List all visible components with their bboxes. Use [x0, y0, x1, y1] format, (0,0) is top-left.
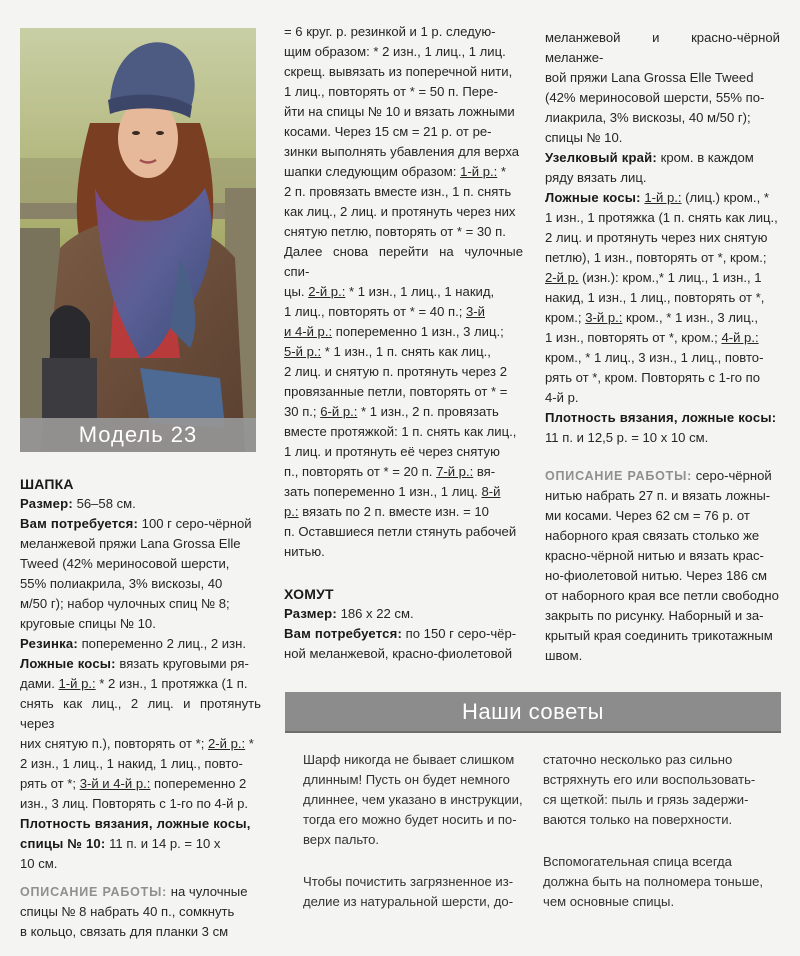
hat-false-cables: Ложные косы: вязать круговыми ря- дами. 1-й р.: * 2 изн., 1 протяжка (1 п. снять как лиц., 2 лиц. и протянуть через них снятую п.), повторять от *; 2-й р.: * 2 изн., 1 лиц., 1 накид, 1 лиц., повто- рять от *; 3-й и 4-й р.: попеременно 2 изн., 3 лиц. Повторять с 1-го по 4-й р.	[20, 656, 261, 811]
hat-materials: Вам потребуется: 100 г серо-чёрной меланжевой пряжи Lana Grossa Elle Tweed (42% мериносовой шерсти, 55% полиакрила, 3% вискозы, 40 м/50 г); набор чулочных спиц № 8; круговые спицы № 10.	[20, 516, 252, 631]
tips-left-column	[303, 750, 525, 912]
cowl-edge: Узелковый край: кром. в каждом ряду вязать лиц.	[545, 150, 754, 185]
tip-auxiliary-needle: Вспомогательная спица всегда должна быть на полномера тоньше, чем основные спицы.	[543, 854, 764, 909]
tips-right-column	[543, 750, 765, 912]
tip-cleaning-continued: статочно несколько раз сильно встряхнуть его или воспользовать- ся щеткой: пыль и грязь задержи- ваются только на поверхности.	[543, 752, 756, 827]
cowl-work-description: ОПИСАНИЕ РАБОТЫ: серо-чёрной нитью набрать 27 п. и вязать ложны- ми косами. Через 62 см = 76 р. от наборного края связать столько же красно-чёрной нитью и вязать крас- но-фиолетовой нитью. Через 186 см от наборного края все петли свободно закрыть по рисунку. Наборный и за- крытый края соединить трикотажным швом.	[545, 468, 779, 663]
tips-header-bar	[285, 692, 781, 731]
section-heading-cowl: ХОМУТ	[284, 586, 334, 602]
cowl-size: Размер: 186 х 22 см.	[284, 606, 414, 621]
hat-work-description: ОПИСАНИЕ РАБОТЫ: на чулочные спицы № 8 набрать 40 п., сомкнуть в кольцо, связать для планки 3 см	[20, 884, 248, 939]
hat-density: Плотность вязания, ложные косы, спицы № 10: 11 п. и 14 р. = 10 х 10 см.	[20, 816, 251, 871]
model-photo-illustration	[20, 28, 256, 452]
cowl-materials: Вам потребуется: по 150 г серо-чёр- ной меланжевой, красно-фиолетовой	[284, 626, 517, 661]
hat-size: Размер: 56–58 см.	[20, 496, 136, 511]
tips-title: Наши советы	[462, 699, 604, 724]
model-photo	[20, 28, 256, 452]
column-1	[20, 474, 261, 942]
cowl-false-cables: Ложные косы: 1-й р.: (лиц.) кром., * 1 изн., 1 протяжка (1 п. снять как лиц., 2 лиц. и протянуть через них снятую петлю), 1 изн., повторять от *, кром.; 2-й р. (изн.): кром.,* 1 лиц., 1 изн., 1 накид, 1 изн., 1 лиц., повторять от *, кром.; 3-й р.: кром., * 1 изн., 3 лиц., 1 изн., повторять от *, кром.; 4-й р.: кром., * 1 лиц., 3 изн., 1 лиц., повто- рять от *, кром. Повторять с 1-го по 4-й р.	[545, 190, 778, 405]
model-label: Модель 23	[78, 422, 198, 447]
column-3	[545, 28, 780, 666]
section-heading-hat: ШАПКА	[20, 476, 74, 492]
hat-work-continued: = 6 круг. р. резинкой и 1 р. следую- щим образом: * 2 изн., 1 лиц., 1 лиц. скрещ. вывязать из поперечной нити, 1 лиц., повторять от * = 50 п. Пере- йти на спицы № 10 и вязать ложными косами. Через 15 см = 21 р. от ре- зинки выполнять убавления для верха шапки следующим образом: 1-й р.: * 2 п. провязать вместе изн., 1 п. снять как лиц., 2 лиц. и протянуть через них снятую петлю, повторять от * = 30 п. Далее снова перейти на чулочные спи- цы. 2-й р.: * 1 изн., 1 лиц., 1 накид, 1 лиц., повторять от * = 40 п.; 3-й и 4-й р.: попеременно 1 изн., 3 лиц.; 5-й р.: * 1 изн., 1 п. снять как лиц., 2 лиц. и снятую п. протянуть через 2 провязанные петли, повторять от * = 30 п.; 6-й р.: * 1 изн., 2 п. провязать вместе протяжкой: 1 п. снять как лиц., 1 лиц. и протянуть её через снятую п., повторять от * = 20 п. 7-й р.: вя- зать попеременно 1 изн., 1 лиц. 8-й р.: вязать по 2 п. вместе изн. = 10 п. Оставшиеся петли стянуть рабочей нитью.	[284, 24, 523, 559]
tip-cleaning: Чтобы почистить загрязненное из- делие из натуральной шерсти, до-	[303, 874, 514, 909]
tip-scarf-length: Шарф никогда не бывает слишком длинным! Пусть он будет немного длиннее, чем указано в инструкции, тогда его можно будет носить и по- верх пальто.	[303, 752, 523, 847]
cowl-density: Плотность вязания, ложные косы: 11 п. и 12,5 р. = 10 х 10 см.	[545, 410, 777, 445]
hat-rib: Резинка: попеременно 2 лиц., 2 изн.	[20, 636, 246, 651]
cowl-materials-continued: меланжевой и красно-чёрной меланже- вой пряжи Lana Grossa Elle Tweed (42% мериносовой шерсти, 55% по- лиакрила, 3% вискозы, 40 м/50 г); спицы № 10.	[545, 30, 780, 145]
column-2	[284, 22, 523, 664]
tips-divider	[285, 731, 781, 733]
